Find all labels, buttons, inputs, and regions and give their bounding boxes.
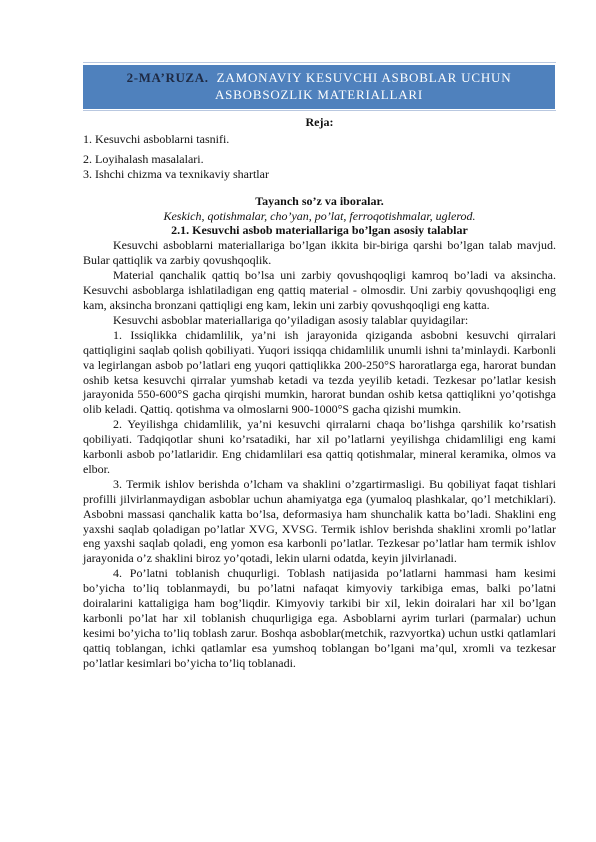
plan-item: 1. Kesuvchi asboblarni tasnifi. <box>83 131 230 146</box>
document-body <box>83 115 556 671</box>
plan-heading: Reja: <box>305 115 334 129</box>
plan-item: 2. Loyihalash masalalari. <box>83 151 204 166</box>
lecture-title-banner <box>83 65 555 109</box>
keywords-list: Keskich, qotishmalar, cho’yan, po’lat, ferroqotishmalar, uglerod. <box>163 208 476 223</box>
body-paragraph: 2. Yeyilishga chidamlilik, ya’ni kesuvchi qirralarni chaqa bo’lishga qarshilik ko’rsatish qobiliyati. Tadqiqotlar shuni ko’rsatadiki, har xil po’latlarni yeyilishga chidamliligi eng kami karbonli asbob po’latlaridir. Eng chidamlilari esa qattiq qotishmalar, mineral keramika, olmos va elbor. <box>83 417 556 476</box>
body-paragraph: Kesuvchi asboblar materiallariga qo’yiladigan asosiy talablar quyidagilar: <box>113 312 469 327</box>
section-heading: 2.1. Kesuvchi asbob materiallariga bo’lgan asosiy talablar <box>171 223 468 238</box>
header-top-rule <box>83 62 556 63</box>
header-bottom-rule <box>83 110 556 111</box>
body-paragraph: 3. Termik ishlov berishda o’lcham va shaklini o’zgartirmasligi. Bu qobiliyat faqat tishlari profilli jilvirlanmaydigan asboblar uchun ahamiyatga ega (yumaloq plashkalar, qo’l metchiklari). Asbobni massasi qanchalik katta bo’lsa, deformasiya ham shunchalik katta bo’ladi. Shaklini eng yaxshi saqlab qoladigan po’latlar XVG, XVSG. Termik ishlov berishda shaklini xromli po’latlar eng yaxshi saqlab qoladi, eng yomon esa karbonli po’latlar. Tezkesar po’latlar ham termik ishlov jarayonida o’z shaklini biroz yo’qotadi, lekin ularni odatda, keyin jilvirlanadi. <box>83 476 556 566</box>
body-paragraph: Kesuvchi asboblarni materiallariga bo’lgan ikkita bir-biriga qarshi bo’lgan talab mavjud. Bular qattiqlik va zarbiy qovushqoqlik. <box>83 238 556 268</box>
keywords-heading: Tayanch so’z va iboralar. <box>255 193 384 208</box>
body-paragraph: Material qanchalik qattiq bo’lsa uni zarbiy qovushqoqligi kamroq bo’ladi va aksincha. Kesuvchi asboblarga ishlatiladigan eng qattiq material - olmosdir. Uni zarbiy qovushqoqligi eng kam, aksincha bronzani qattiqligi eng kam, lekin uni zarbiy qovushqoqligi eng katta. <box>83 268 556 312</box>
body-paragraph: 4. Po’latni toblanish chuqurligi. Toblash natijasida po’latlarni hammasi ham kesimi bo’yicha to’liq toblanmaydi, bu po’latni nafaqat kimyoviy tarkibiga emas, balki po’latni doiralarini kattaligiga ham bog’liqdir. Kimyoviy tarkibi bir xil, lekin doiralari har xil bo’lgan karbonli po’lat har xil toblanish chuqurligiga ega. Asboblarni ayrim turlari (parmalar) uchun kesimi bo’yicha to’liq toblash zarur. Boshqa asboblar(metchik, razvyortka) uchun ustki qatlamlari qattiq toblangan, ichki qatlamlar esa yumshoq toblangan bo’lgani ma’qul, xromli va tezkesar po’latlar kesimlari bo’yicha to’liq toblanadi. <box>83 566 556 670</box>
lecture-number: 2-MA’RUZA. <box>126 70 209 85</box>
body-paragraph: 1. Issiqlikka chidamlilik, ya’ni ish jarayonida qiziganda asbobni kesuvchi qirralari qattiqligini saqlab qolish qobiliyati. Yuqori issiqqa chidamlilik unumli ishni ta’minlaydi. Karbonli va legirlangan asbob po’latlari eng yuqori qattiqlikka 200-250°S haroratlarga ega, harorat bundan oshib ketsa kesuvchi qirralar yumshab ketadi va tezda yeyilib ketadi. Tezkesar po’latlar kesish jarayonida 550-600°S gacha qirqishi mumkin, harorat bundan oshib ketsa qattiqlikni yo’qotishga olib keladi. Qattiq. qotishma va olmoslarni 900-1000°S gacha qizishi mumkin. <box>83 327 556 417</box>
lecture-title-line1: ZAMONAVIY KESUVCHI ASBOBLAR UCHUN <box>216 70 512 85</box>
lecture-title-line2: ASBOBSOZLIK MATERIALLARI <box>214 87 424 102</box>
plan-item: 3. Ishchi chizma va texnikaviy shartlar <box>83 166 269 181</box>
